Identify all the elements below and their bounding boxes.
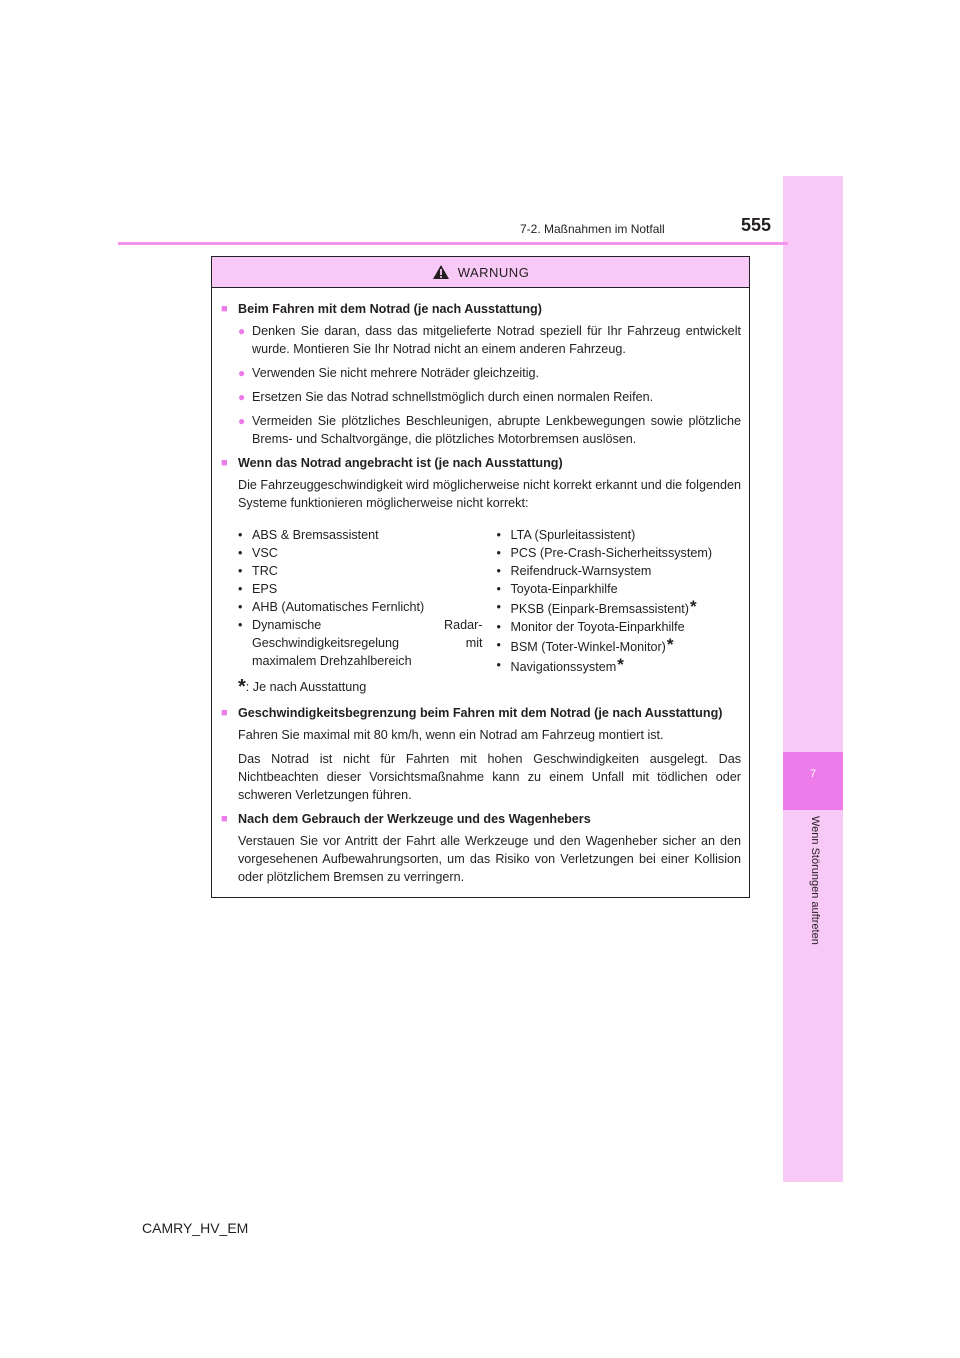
list-item: • LTA (Spurleitassistent) [496,528,636,542]
bullet-item: ● Verwenden Sie nicht mehrere Noträder gleichzeitig. [238,366,540,380]
list-item: • VSC [238,546,278,560]
list-item: • EPS [238,582,278,596]
list-item: • Monitor der Toyota-Einparkhilfe [496,620,685,634]
circle-bullet-icon: ● [238,324,246,338]
list-item: • Navigationssystem* [496,655,624,674]
warning-body [212,288,749,886]
square-bullet-icon: ■ [221,813,228,825]
bullet-item: ● Ersetzen Sie das Notrad schnellstmöglich durch einen normalen Reifen. [238,390,654,404]
warning-header [212,257,749,288]
page-number: 555 [741,215,772,235]
paragraph: Fahren Sie maximal mit 80 km/h, wenn ein Notrad am Fahrzeug montiert ist. [238,728,664,742]
header-rule [118,242,788,245]
document-code: CAMRY_HV_EM [142,1220,249,1236]
chapter-number: 7 [809,768,817,780]
section-heading: ■ Wenn das Notrad angebracht ist (je nach Ausstattung) [221,456,563,470]
list-item: • Dynamische Radar-Geschwindigkeitsregelung mit maximalem Drehzahlbereich [238,618,483,668]
footnote-star: * [617,655,624,674]
footnote: *: Je nach Ausstattung [238,676,367,698]
list-item: • PCS (Pre-Crash-Sicherheitssystem) [496,546,713,560]
chapter-number-block [783,752,843,810]
list-item: • PKSB (Einpark-Bremsassistent)* [496,597,697,616]
list-item: • BSM (Toter-Winkel-Monitor)* [496,635,674,654]
system-list [238,526,741,676]
warning-title: WARNUNG [457,264,530,280]
list-item: • AHB (Automatisches Fernlicht) [238,600,425,614]
circle-bullet-icon: ● [238,390,246,404]
paragraph: Das Notrad ist nicht für Fahrten mit hohen Geschwindigkeiten ausgelegt. Das Nichtbeachten dieser Vorsichtsmaßnahme kann zu einem Unfall mit tödlichen oder schweren Verletzungen führen. [238,752,741,802]
warning-box [211,256,750,898]
list-item: • ABS & Bremsassistent [238,528,379,542]
footnote-star: * [238,676,246,698]
section-heading: ■ Nach dem Gebrauch der Werkzeuge und des Wagenhebers [221,812,591,826]
system-list-right [497,526,742,676]
section-title: 7-2. Maßnahmen im Notfall [520,222,665,236]
list-item: • Reifendruck-Warnsystem [496,564,652,578]
square-bullet-icon: ■ [221,707,228,719]
section-heading: ■ Geschwindigkeitsbegrenzung beim Fahren mit dem Notrad (je nach Ausstattung) [221,706,723,720]
list-item: • TRC [238,564,278,578]
chapter-title: Wenn Störungen auftreten [809,816,821,945]
bullet-item: ● Denken Sie daran, dass das mitgelieferte Notrad speziell für Ihr Fahrzeug entwickelt wurde. Montieren Sie Ihr Notrad nicht an einem anderen Fahrzeug. [238,324,741,356]
warning-triangle-icon [432,264,450,280]
paragraph: Die Fahrzeuggeschwindigkeit wird möglicherweise nicht korrekt erkannt und die folgenden Systeme funktionieren möglicherweise nicht korrekt: [238,478,741,510]
square-bullet-icon: ■ [221,457,228,469]
footnote-star: * [689,597,697,616]
footnote-star: * [666,635,674,654]
circle-bullet-icon: ● [238,366,246,380]
list-item: • Toyota-Einparkhilfe [496,582,618,596]
square-bullet-icon: ■ [221,303,228,315]
bullet-item: ● Vermeiden Sie plötzliches Beschleunigen, abrupte Lenkbewegungen sowie plötzliche Brems- und Schaltvorgänge, die plötzliches Motorbremsen auslösen. [238,414,741,446]
system-list-left [238,526,483,676]
paragraph: Verstauen Sie vor Antritt der Fahrt alle Werkzeuge und den Wagenheber sicher an den vorgesehenen Aufbewahrungsorten, um das Risiko von Verletzungen bei einer Kollision oder plötzlichem Bremsen zu verringern. [238,834,741,884]
section-heading: ■ Beim Fahren mit dem Notrad (je nach Ausstattung) [221,302,542,316]
circle-bullet-icon: ● [238,414,246,428]
